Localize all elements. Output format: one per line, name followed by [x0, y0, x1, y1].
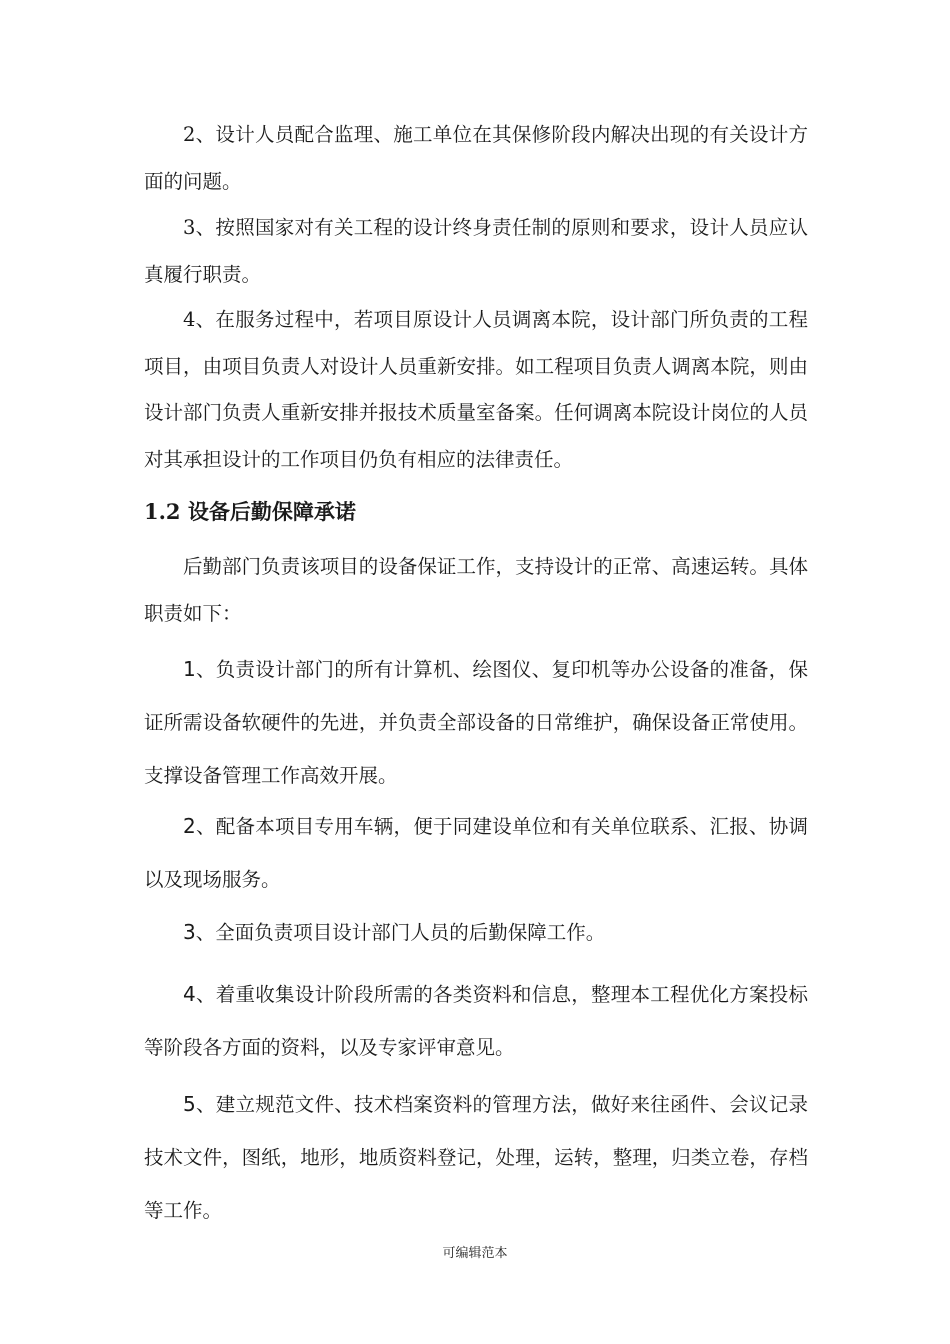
- list-item-text: 、负责设计部门的所有计算机、绘图仪、复印机等办公设备的准备，保证所需设备软硬件的先进，并负责全部设备的日常维护，确保设备正常使用。支撑设备管理工作高效开展。: [144, 658, 808, 787]
- list-item-3: [144, 906, 808, 959]
- list-item-1: [144, 643, 808, 802]
- list-item-2: [144, 800, 808, 906]
- list-number: 4: [183, 982, 196, 1006]
- list-item-text: 、全面负责项目设计部门人员的后勤保障工作。: [195, 921, 606, 944]
- list-number: 2: [183, 814, 196, 838]
- list-item-text: 、着重收集设计阶段所需的各类资料和信息，整理本工程优化方案投标等阶段各方面的资料，以及专家评审意见。: [144, 983, 808, 1059]
- paragraph-item-3: 3、按照国家对有关工程的设计终身责任制的原则和要求，设计人员应认真履行职责。: [144, 216, 808, 286]
- list-number: 5: [183, 1092, 196, 1116]
- paragraph-item-2: 2、设计人员配合监理、施工单位在其保修阶段内解决出现的有关设计方面的问题。: [144, 123, 808, 193]
- list-item-5: [144, 1078, 808, 1237]
- list-item-4: [144, 968, 808, 1074]
- list-item-text: 、配备本项目专用车辆，便于同建设单位和有关单位联系、汇报、协调以及现场服务。: [144, 815, 808, 891]
- paragraph-item-4: 4、在服务过程中，若项目原设计人员调离本院，设计部门所负责的工程项目，由项目负责人对设计人员重新安排。如工程项目负责人调离本院，则由设计部门负责人重新安排并报技术质量室备案。任何调离本院设计岗位的人员对其承担设计的工作项目仍负有相应的法律责任。: [144, 308, 808, 471]
- list-number: 1: [183, 657, 196, 681]
- list-number: 3: [183, 920, 196, 944]
- section-heading: 1.2 设备后勤保障承诺: [144, 499, 356, 524]
- section-intro: 后勤部门负责该项目的设备保证工作，支持设计的正常、高速运转。具体职责如下：: [144, 555, 808, 625]
- list-item-text: 、建立规范文件、技术档案资料的管理方法，做好来往函件、会议记录技术文件，图纸，地形，地质资料登记，处理，运转，整理，归类立卷，存档等工作。: [144, 1093, 808, 1222]
- page-footer: 可编辑范本: [442, 1246, 508, 1261]
